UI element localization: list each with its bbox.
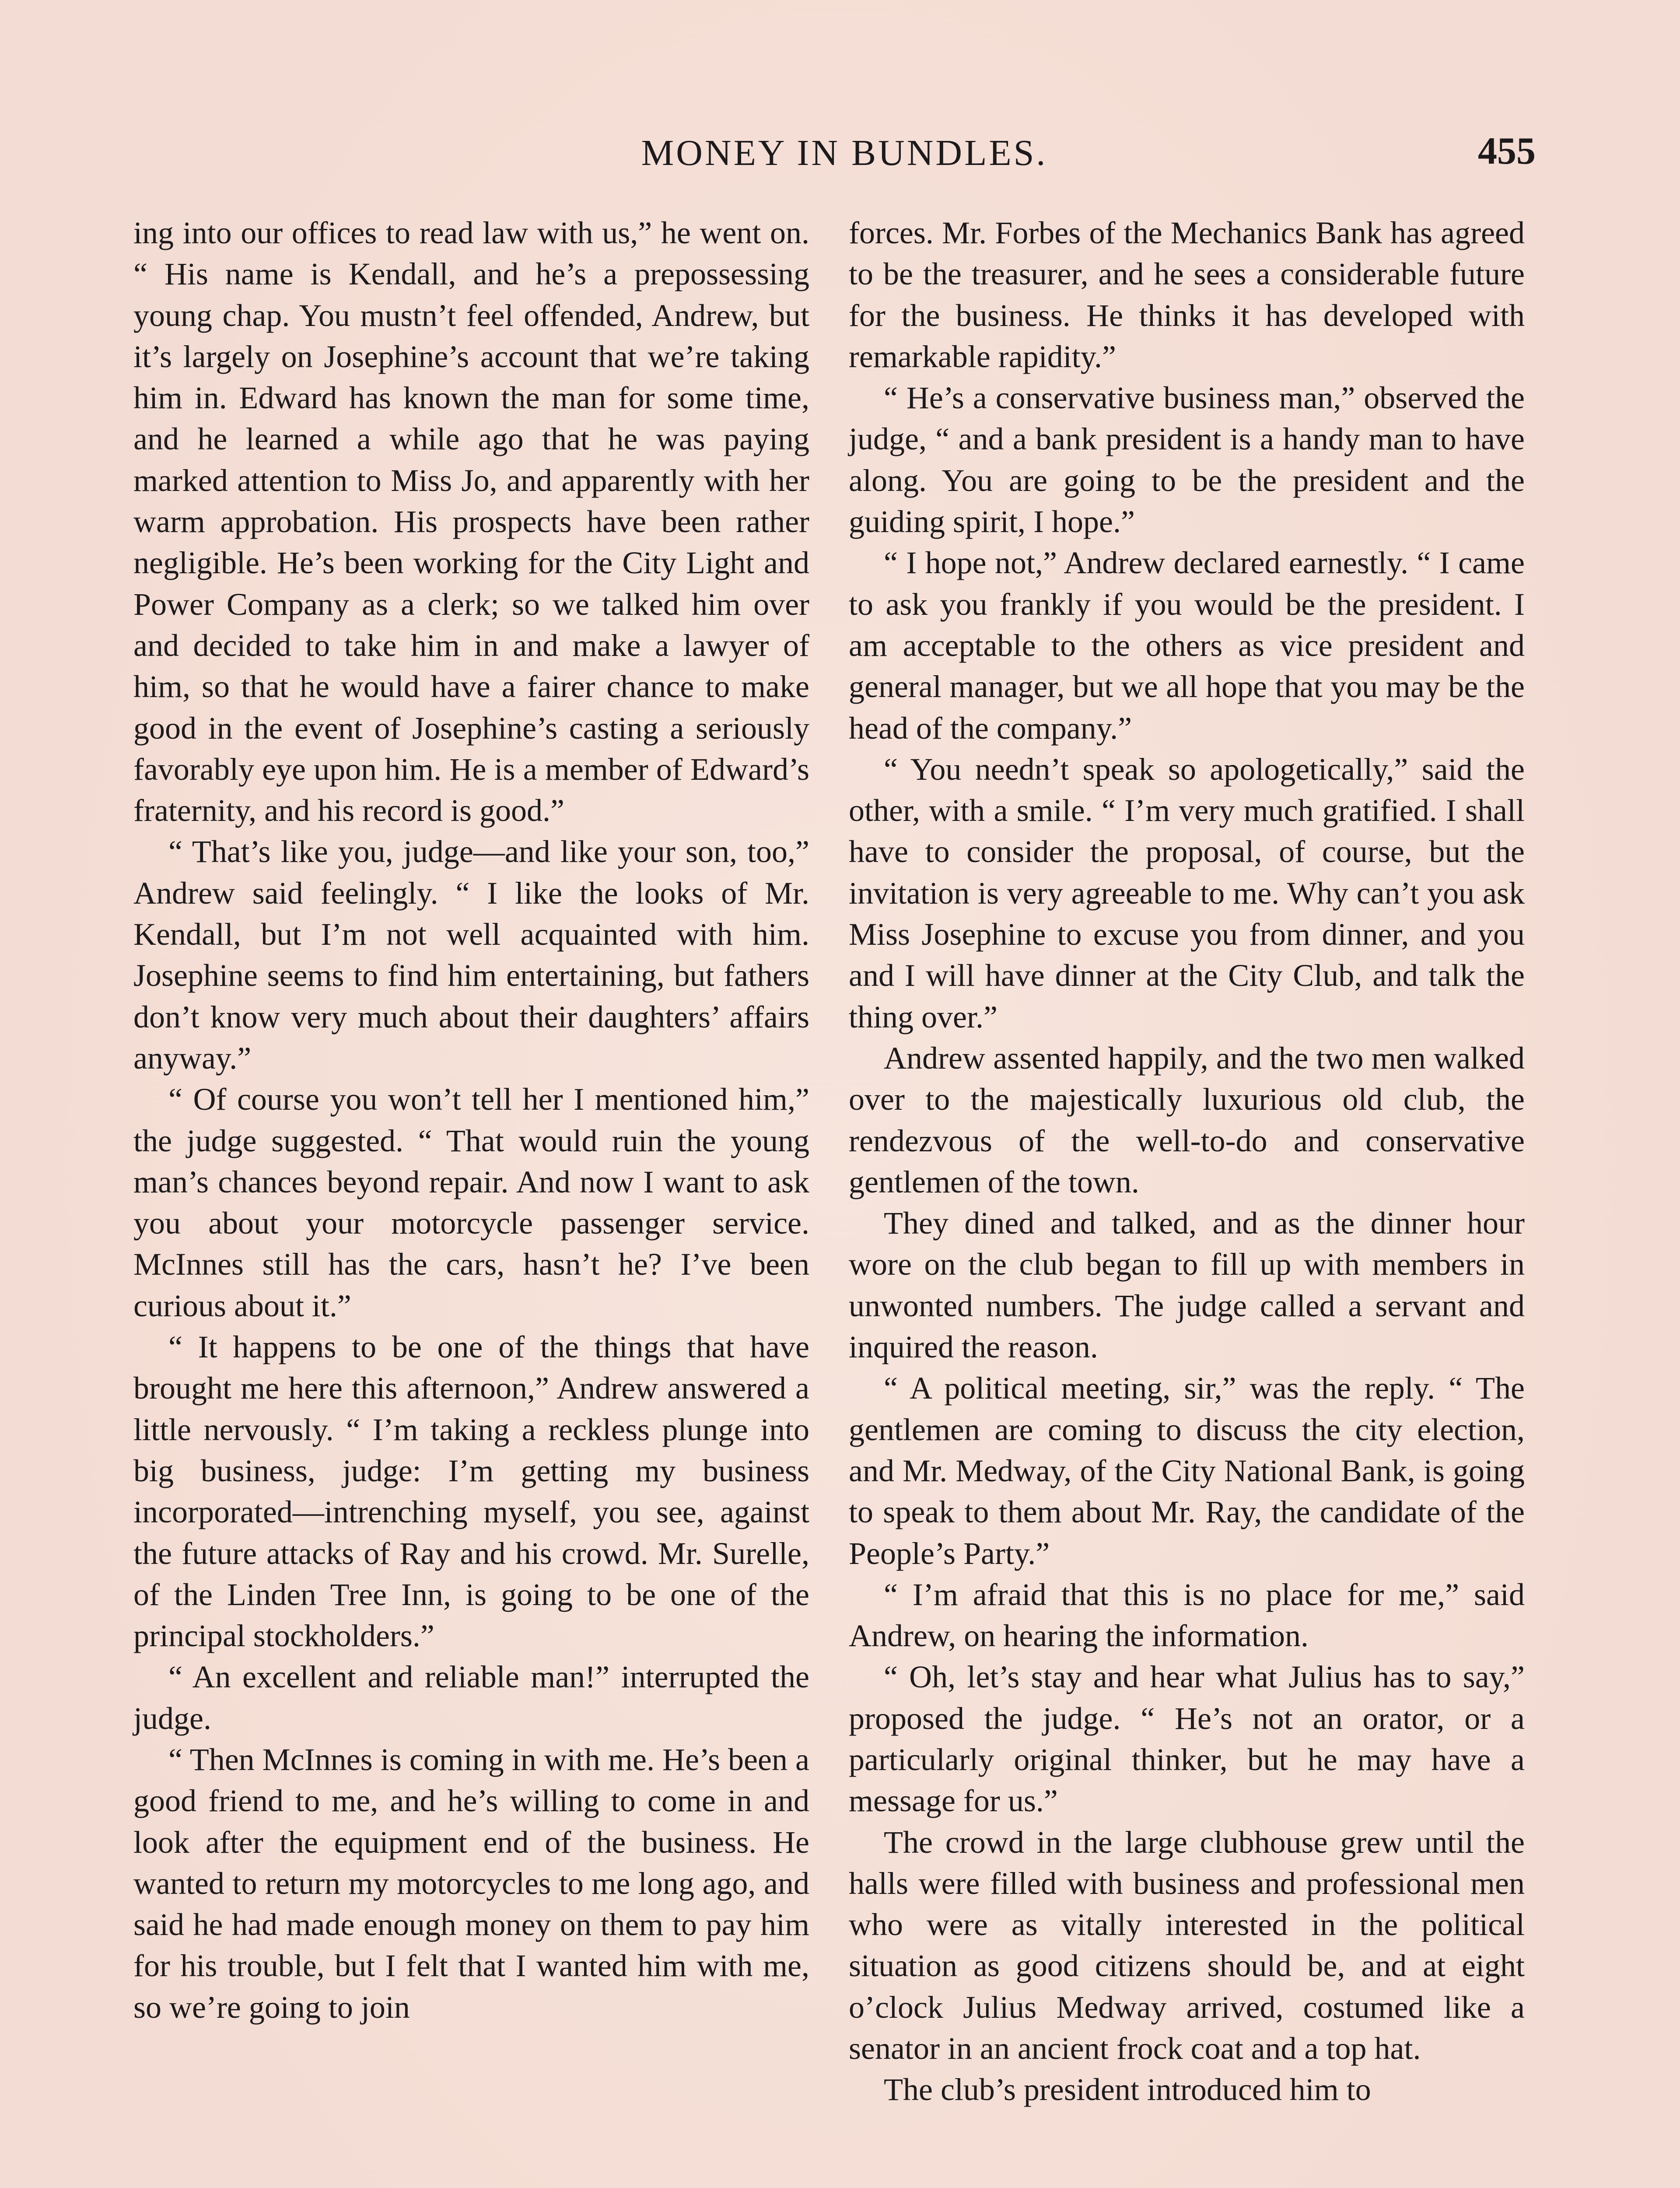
paragraph: “ Oh, let’s stay and hear what Julius has to say,” proposed the judge. “ He’s not an orator, or a particularly original thinker, but he may have a message for us.” xyxy=(849,1659,1525,1819)
paragraph: “ An excellent and reliable man!” interrupted the judge. xyxy=(133,1659,809,1736)
paragraph: forces. Mr. Forbes of the Mechanics Bank has agreed to be the treasurer, and he sees a considerable future for the business. He thinks it has developed with remarkable rapidity.” xyxy=(849,215,1525,374)
paragraph: “ It happens to be one of the things that have brought me here this afternoon,” Andrew answered a little nervously. “ I’m taking a reckless plunge into big business, judge: I’m getting my business incorporated—intrenching myself, you see, against the future attacks of Ray and his crowd. Mr. Surelle, of the Linden Tree Inn, is going to be one of the principal stockholders.” xyxy=(133,1329,809,1654)
paragraph: “ Then McInnes is coming in with me. He’s been a good friend to me, and he’s willing to come in and look after the equipment end of the business. He wanted to return my motorcycles to me long ago, and said he had made enough money on them to pay him for his trouble, but I felt that I wanted him with me, so we’re going to join xyxy=(133,1742,809,2025)
text-column-right xyxy=(849,212,1525,2111)
paragraph: The club’s president introduced him to xyxy=(884,2072,1371,2107)
paragraph: “ I’m afraid that this is no place for me,” said Andrew, on hearing the information. xyxy=(849,1577,1525,1654)
paragraph: “ He’s a conservative business man,” observed the judge, “ and a bank president is a handy man to have along. You are going to be the president and the guiding spirit, I hope.” xyxy=(849,380,1525,540)
paragraph: They dined and talked, and as the dinner hour wore on the club began to fill up with members in unwonted numbers. The judge called a servant and inquired the reason. xyxy=(849,1206,1525,1365)
paragraph: “ A political meeting, sir,” was the reply. “ The gentlemen are coming to discuss the city election, and Mr. Medway, of the City National Bank, is going to speak to them about Mr. Ray, the candidate of the People’s Party.” xyxy=(849,1371,1525,1571)
paragraph: “ Of course you won’t tell her I mentioned him,” the judge suggested. “ That would ruin the young man’s chances beyond repair. And now I want to ask you about your motorcycle passenger service. McInnes still has the cars, hasn’t he? I’ve been curious about it.” xyxy=(133,1082,809,1323)
paragraph: “ That’s like you, judge—and like your son, too,” Andrew said feelingly. “ I like the looks of Mr. Kendall, but I’m not well acquainted with him. Josephine seems to find him entertaining, but fathers don’t know very much about their daughters’ affairs anyway.” xyxy=(133,834,809,1076)
paragraph: “ I hope not,” Andrew declared earnestly. “ I came to ask you frankly if you would be the president. I am acceptable to the others as vice president and general manager, but we all hope that you may be the head of the company.” xyxy=(849,545,1525,746)
running-head: MONEY IN BUNDLES. xyxy=(641,133,1048,173)
text-column-left xyxy=(133,212,809,2028)
paragraph: The crowd in the large clubhouse grew until the halls were filled with business and professional men who were as vitally interested in the political situation as good citizens should be, and at eight o’clock Julius Medway arrived, costumed like a senator in an ancient frock coat and a top hat. xyxy=(849,1824,1525,2066)
paragraph: “ You needn’t speak so apologetically,” said the other, with a smile. “ I’m very much gratified. I shall have to consider the proposal, of course, but the invitation is very agreeable to me. Why can’t you ask Miss Josephine to excuse you from dinner, and you and I will have dinner at the City Club, and talk the thing over.” xyxy=(849,751,1525,1034)
paragraph: Andrew assented happily, and the two men walked over to the majestically luxurious old club, the rendezvous of the well-to-do and conservative gentlemen of the town. xyxy=(849,1040,1525,1199)
paragraph: ing into our offices to read law with us,” he went on. “ His name is Kendall, and he’s a prepossessing young chap. You mustn’t feel offended, Andrew, but it’s largely on Josephine’s account that we’re taking him in. Edward has known the man for some time, and he learned a while ago that he was paying marked attention to Miss Jo, and apparently with her warm approbation. His prospects have been rather negligible. He’s been working for the City Light and Power Company as a clerk; so we talked him over and decided to take him in and make a lawyer of him, so that he would have a fairer chance to make good in the event of Josephine’s casting a seriously favorably eye upon him. He is a member of Edward’s fraternity, and his record is good.” xyxy=(133,215,809,828)
page-number: 455 xyxy=(1478,130,1536,172)
